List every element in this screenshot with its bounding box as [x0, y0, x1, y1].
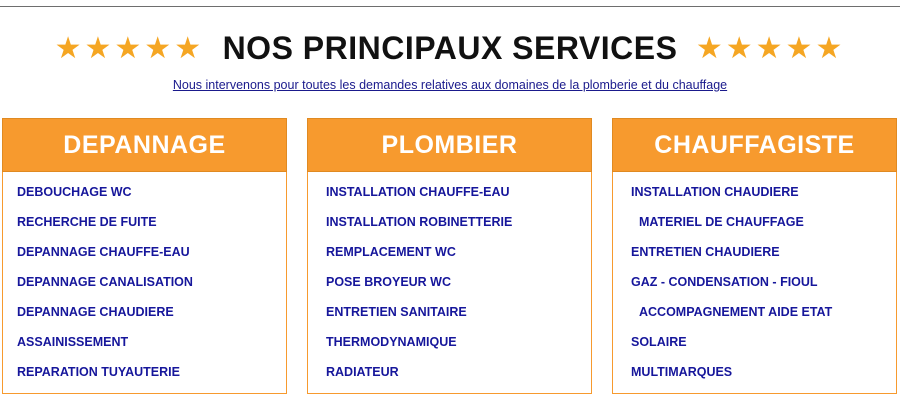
list-item: RECHERCHE DE FUITE: [17, 215, 157, 229]
column-header: CHAUFFAGISTE: [612, 118, 897, 172]
list-item: INSTALLATION ROBINETTERIE: [326, 215, 513, 229]
list-item: MULTIMARQUES: [631, 365, 733, 379]
list-item: MATERIEL DE CHAUFFAGE: [639, 215, 804, 229]
list-item: SOLAIRE: [631, 335, 687, 349]
page-subtitle: Nous intervenons pour toutes les demandes relatives aux domaines de la plomberie et du chauffage: [172, 78, 728, 92]
page-title: NOS PRINCIPAUX SERVICES: [222, 30, 678, 66]
list-item: DEBOUCHAGE WC: [17, 185, 132, 199]
list-item: DEPANNAGE CHAUDIERE: [17, 305, 174, 319]
column-body: [307, 172, 592, 394]
list-item: ACCOMPAGNEMENT AIDE ETAT: [639, 305, 833, 319]
service-column-plombier: [307, 118, 592, 394]
stars-right-icon: ★★★★★: [695, 32, 846, 65]
list-item: DEPANNAGE CANALISATION: [17, 275, 193, 289]
column-header: DEPANNAGE: [2, 118, 287, 172]
column-body: [2, 172, 287, 394]
list-item: GAZ - CONDENSATION - FIOUL: [631, 275, 818, 289]
list-item: RADIATEUR: [326, 365, 399, 379]
service-column-depannage: [2, 118, 287, 394]
list-item: DEPANNAGE CHAUFFE-EAU: [17, 245, 190, 259]
column-header: PLOMBIER: [307, 118, 592, 172]
top-divider: [0, 6, 900, 7]
list-item: ENTRETIEN SANITAIRE: [326, 305, 467, 319]
list-item: INSTALLATION CHAUFFE-EAU: [326, 185, 510, 199]
list-item: POSE BROYEUR WC: [326, 275, 452, 289]
service-column-chauffagiste: [612, 118, 897, 394]
list-item: INSTALLATION CHAUDIERE: [631, 185, 799, 199]
service-columns: [0, 118, 900, 403]
list-item: REPARATION TUYAUTERIE: [17, 365, 180, 379]
stars-left-icon: ★★★★★: [54, 32, 205, 65]
page-heading: [0, 30, 900, 67]
list-item: REMPLACEMENT WC: [326, 245, 456, 259]
column-body: [612, 172, 897, 394]
list-item: ASSAINISSEMENT: [17, 335, 129, 349]
list-item: THERMODYNAMIQUE: [326, 335, 457, 349]
list-item: ENTRETIEN CHAUDIERE: [631, 245, 780, 259]
